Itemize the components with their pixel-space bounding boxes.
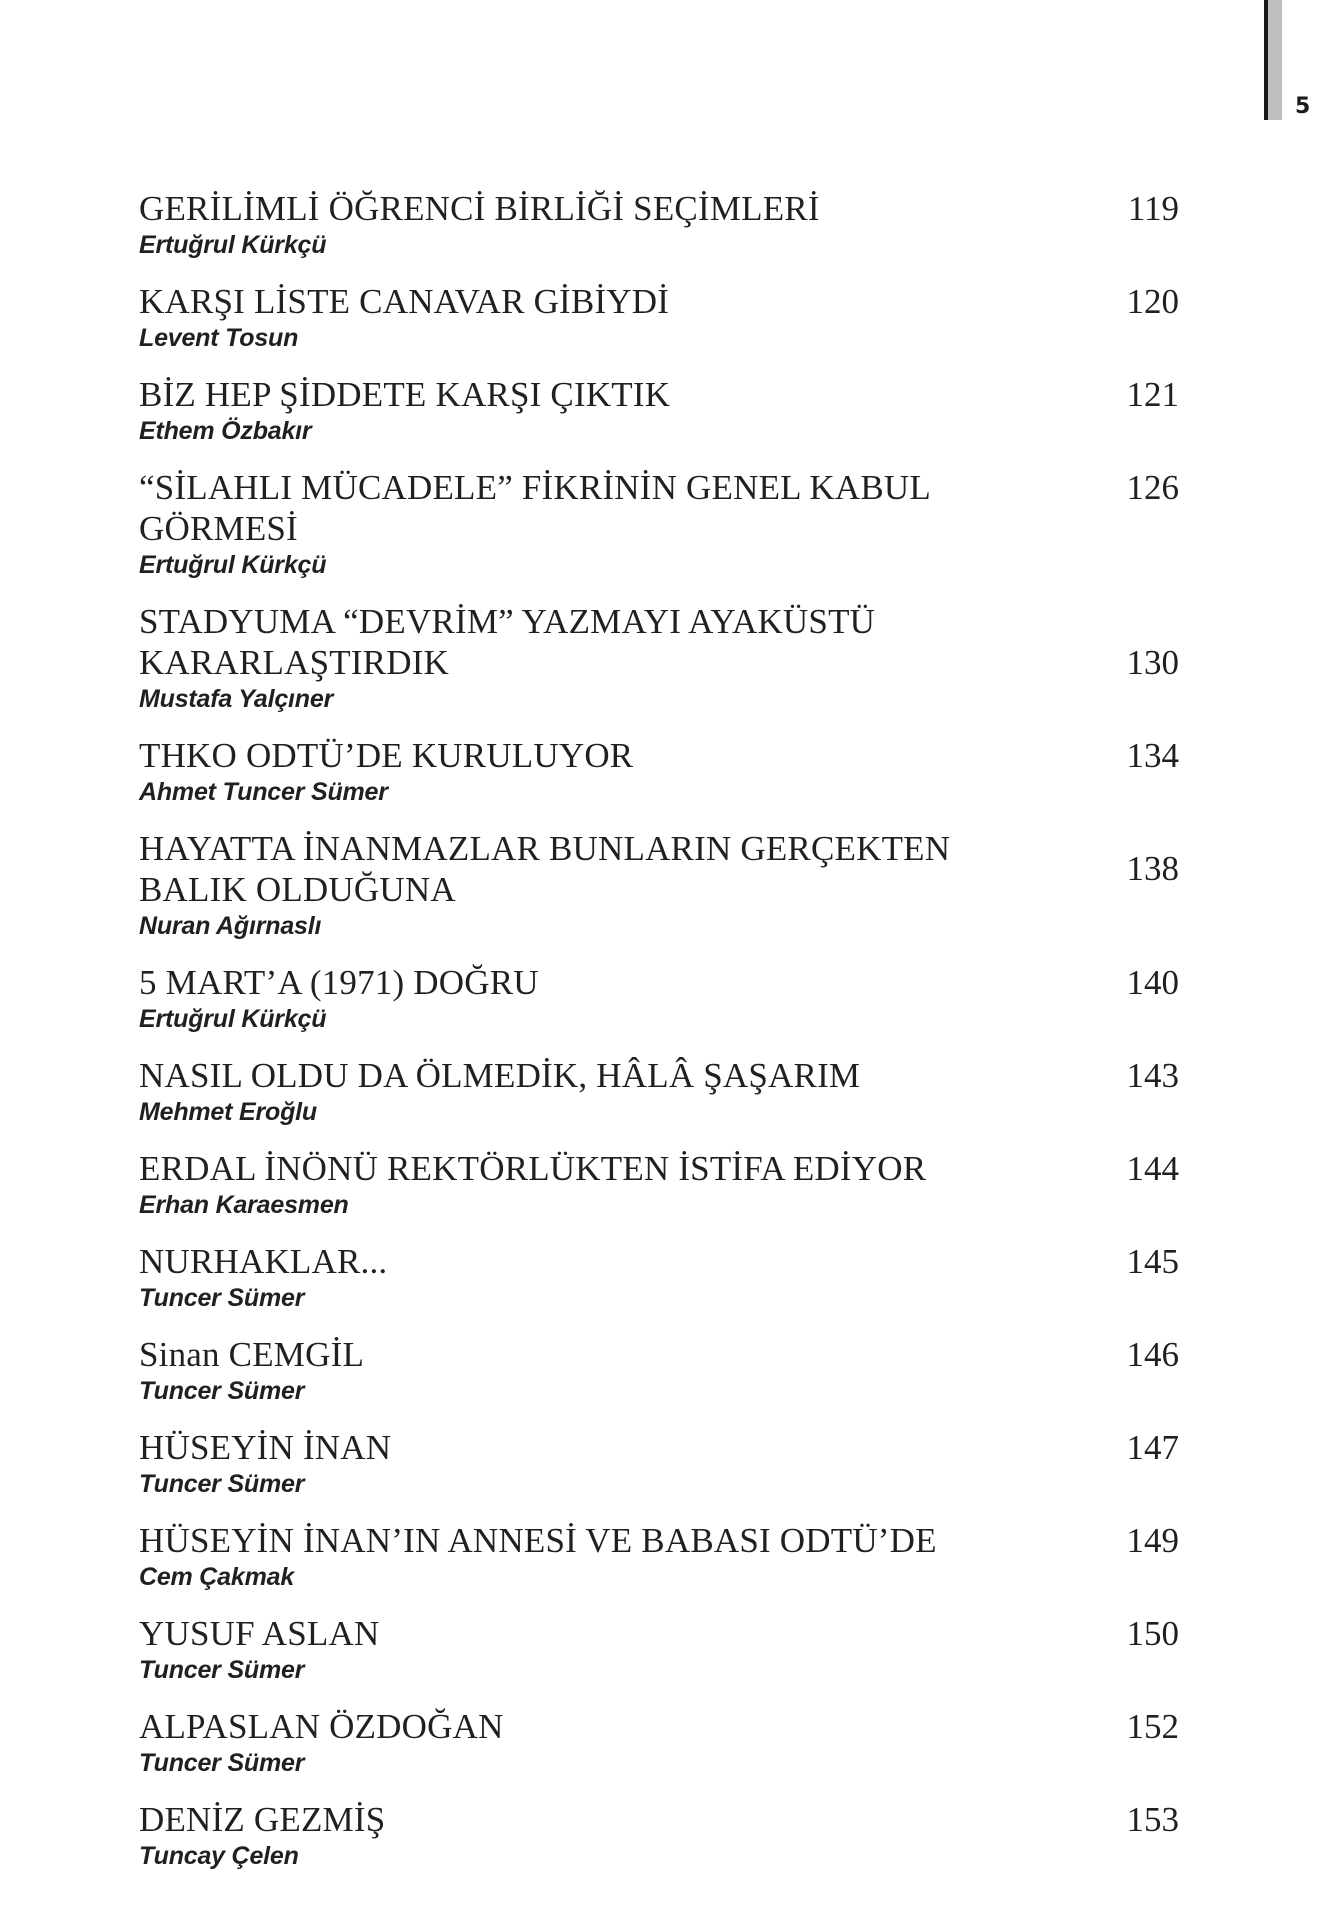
- toc-page-number: 119: [1127, 189, 1179, 228]
- toc-entry[interactable]: [139, 962, 1179, 1036]
- toc-page-number: 140: [1126, 963, 1179, 1002]
- toc-title: ALPASLAN ÖZDOĞAN: [139, 1707, 504, 1746]
- toc-entry[interactable]: [139, 1427, 1179, 1501]
- toc-author: Ertuğrul Kürkçü: [139, 1005, 327, 1033]
- toc-author: Tuncer Sümer: [139, 1749, 305, 1777]
- toc-entry[interactable]: [139, 1334, 1179, 1408]
- toc-entry[interactable]: [139, 374, 1179, 448]
- toc-title: HÜSEYİN İNAN’IN ANNESİ VE BABASI ODTÜ’DE: [139, 1521, 937, 1560]
- toc-page-number: 121: [1126, 375, 1179, 414]
- toc-author: Ethem Özbakır: [139, 417, 312, 445]
- toc-title: STADYUMA “DEVRİM” YAZMAYI AYAKÜSTÜ KARARLAŞTIRDIK: [139, 602, 876, 682]
- toc-page-number: 147: [1126, 1428, 1179, 1467]
- toc-page-number: 152: [1126, 1707, 1179, 1746]
- toc-entry[interactable]: [139, 1706, 1179, 1780]
- toc-author: Tuncer Sümer: [139, 1656, 305, 1684]
- toc-author: Tuncay Çelen: [139, 1842, 299, 1870]
- toc-author: Ertuğrul Kürkçü: [139, 551, 327, 579]
- toc-title: THKO ODTÜ’DE KURULUYOR: [139, 736, 634, 775]
- toc-entry[interactable]: [139, 828, 1179, 943]
- toc-author: Levent Tosun: [139, 324, 299, 352]
- toc-author: Mustafa Yalçıner: [139, 685, 334, 713]
- toc-author: Mehmet Eroğlu: [139, 1098, 317, 1126]
- toc-author: Tuncer Sümer: [139, 1470, 305, 1498]
- toc-title: NASIL OLDU DA ÖLMEDİK, HÂLÂ ŞAŞARIM: [139, 1056, 861, 1095]
- toc-title: 5 MART’A (1971) DOĞRU: [139, 963, 539, 1002]
- toc-page-number: 143: [1126, 1056, 1179, 1095]
- toc-entry[interactable]: [139, 735, 1179, 809]
- toc-page-number: 134: [1126, 736, 1179, 775]
- toc-author: Cem Çakmak: [139, 1563, 295, 1591]
- page-edge-tab: [1264, 0, 1282, 120]
- toc-entry[interactable]: [139, 1613, 1179, 1687]
- toc-page-number: 138: [1126, 849, 1179, 888]
- toc-entry[interactable]: [139, 281, 1179, 355]
- toc-page-number: 150: [1126, 1614, 1179, 1653]
- toc-entry[interactable]: [139, 1799, 1179, 1873]
- toc-title: HAYATTA İNANMAZLAR BUNLARIN GERÇEKTEN BALIK OLDUĞUNA: [139, 829, 951, 909]
- toc-page-number: 149: [1126, 1521, 1179, 1560]
- toc-page-number: 126: [1126, 468, 1179, 507]
- toc-title: HÜSEYİN İNAN: [139, 1428, 392, 1467]
- toc-entry[interactable]: [139, 601, 1179, 716]
- toc-author: Tuncer Sümer: [139, 1377, 305, 1405]
- table-of-contents: [139, 188, 1179, 1892]
- toc-title: ERDAL İNÖNÜ REKTÖRLÜKTEN İSTİFA EDİYOR: [139, 1149, 927, 1188]
- toc-entry[interactable]: [139, 467, 1179, 582]
- toc-entry[interactable]: [139, 1055, 1179, 1129]
- toc-title: BİZ HEP ŞİDDETE KARŞI ÇIKTIK: [139, 375, 671, 414]
- toc-page-number: 130: [1126, 643, 1179, 682]
- toc-title: DENİZ GEZMİŞ: [139, 1800, 386, 1839]
- toc-title: Sinan CEMGİL: [139, 1335, 365, 1374]
- toc-author: Ahmet Tuncer Sümer: [139, 778, 388, 806]
- toc-author: Nuran Ağırnaslı: [139, 912, 322, 940]
- toc-entry[interactable]: [139, 188, 1179, 262]
- toc-title: “SİLAHLI MÜCADELE” FİKRİNİN GENEL KABUL GÖRMESİ: [139, 468, 930, 548]
- toc-page-number: 120: [1126, 282, 1179, 321]
- toc-title: NURHAKLAR...: [139, 1242, 388, 1281]
- toc-page-number: 153: [1126, 1800, 1179, 1839]
- page-number: 5: [1295, 94, 1311, 119]
- toc-entry[interactable]: [139, 1520, 1179, 1594]
- toc-entry[interactable]: [139, 1241, 1179, 1315]
- toc-author: Erhan Karaesmen: [139, 1191, 349, 1219]
- toc-entry[interactable]: [139, 1148, 1179, 1222]
- toc-title: KARŞI LİSTE CANAVAR GİBİYDİ: [139, 282, 670, 321]
- toc-page-number: 145: [1126, 1242, 1179, 1281]
- toc-author: Tuncer Sümer: [139, 1284, 305, 1312]
- toc-author: Ertuğrul Kürkçü: [139, 231, 327, 259]
- toc-page-number: 146: [1126, 1335, 1179, 1374]
- toc-title: YUSUF ASLAN: [139, 1614, 380, 1653]
- toc-page-number: 144: [1126, 1149, 1179, 1188]
- toc-title: GERİLİMLİ ÖĞRENCİ BİRLİĞİ SEÇİMLERİ: [139, 189, 820, 228]
